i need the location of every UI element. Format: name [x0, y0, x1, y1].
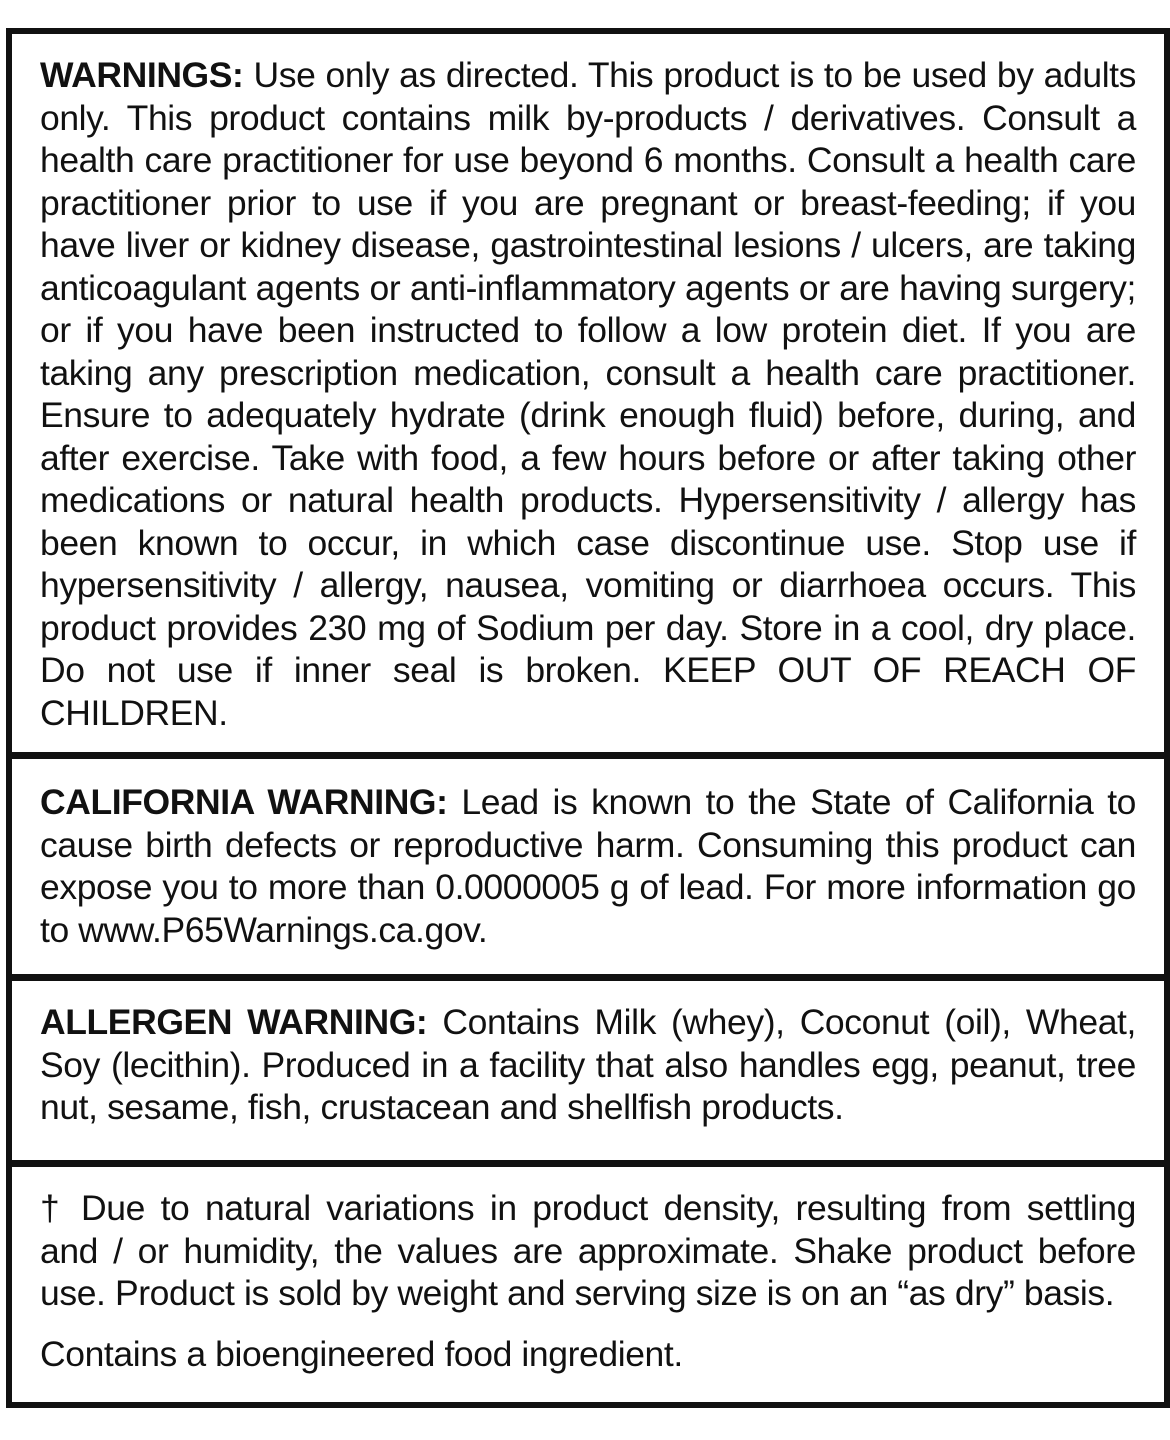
general-warnings-heading: WARNINGS:	[40, 55, 244, 95]
allergen-warning-body: Contains Milk (whey), Coconut (oil), Wheat, Soy (lecithin). Produced in a facility that also handles egg, peanut, tree nut, sesame, fish, crustacean and shellfish products.	[40, 1002, 1136, 1127]
california-warning-body: Lead is known to the State of California to cause birth defects or reproductive harm. Consuming this product can expose you to more than 0.0000005 g of lead. For more information go to www.P65Warnings.ca.gov.	[40, 782, 1136, 950]
general-warnings-text	[40, 54, 1136, 734]
density-note-text: † Due to natural variations in product density, resulting from settling and / or humidity, the values are approximate. Shake product before use. Product is sold by weight and serving size is on an “as dry” basis.	[40, 1188, 1136, 1313]
warning-label-panel	[6, 28, 1170, 1408]
allergen-warning-heading: ALLERGEN WARNING:	[40, 1002, 428, 1042]
california-warning-section	[12, 752, 1164, 974]
bioengineered-statement: Contains a bioengineered food ingredient.	[40, 1333, 683, 1374]
general-warnings-section	[12, 34, 1164, 752]
california-warning-heading: CALIFORNIA WARNING:	[40, 782, 448, 822]
allergen-warning-text	[40, 1001, 1136, 1129]
allergen-warning-section	[12, 974, 1164, 1160]
general-warnings-body: Use only as directed. This product is to be used by adults only. This product contains milk by-products / derivatives. Consult a health care practitioner for use beyond 6 months. Consult a health care practitioner prior to use if you are pregnant or breast-feeding; if you have liver or kidney disease, gastrointestinal lesions / ulcers, are taking anticoagulant agents or anti-inflammatory agents or are having surgery; or if you have been instructed to follow a low protein diet. If you are taking any prescription medication, consult a health care practitioner. Ensure to adequately hydrate (drink enough fluid) before, during, and after exercise. Take with food, a few hours before or after taking other medications or natural health products. Hypersensitivity / allergy has been known to occur, in which case discontinue use. Stop use if hypersensitivity / allergy, nausea, vomiting or diarrhoea occurs. This product provides 230 mg of Sodium per day. Store in a cool, dry place. Do not use if inner seal is broken. KEEP OUT OF REACH OF CHILDREN.	[40, 55, 1136, 733]
density-note-section	[12, 1160, 1164, 1402]
california-warning-text	[40, 781, 1136, 951]
